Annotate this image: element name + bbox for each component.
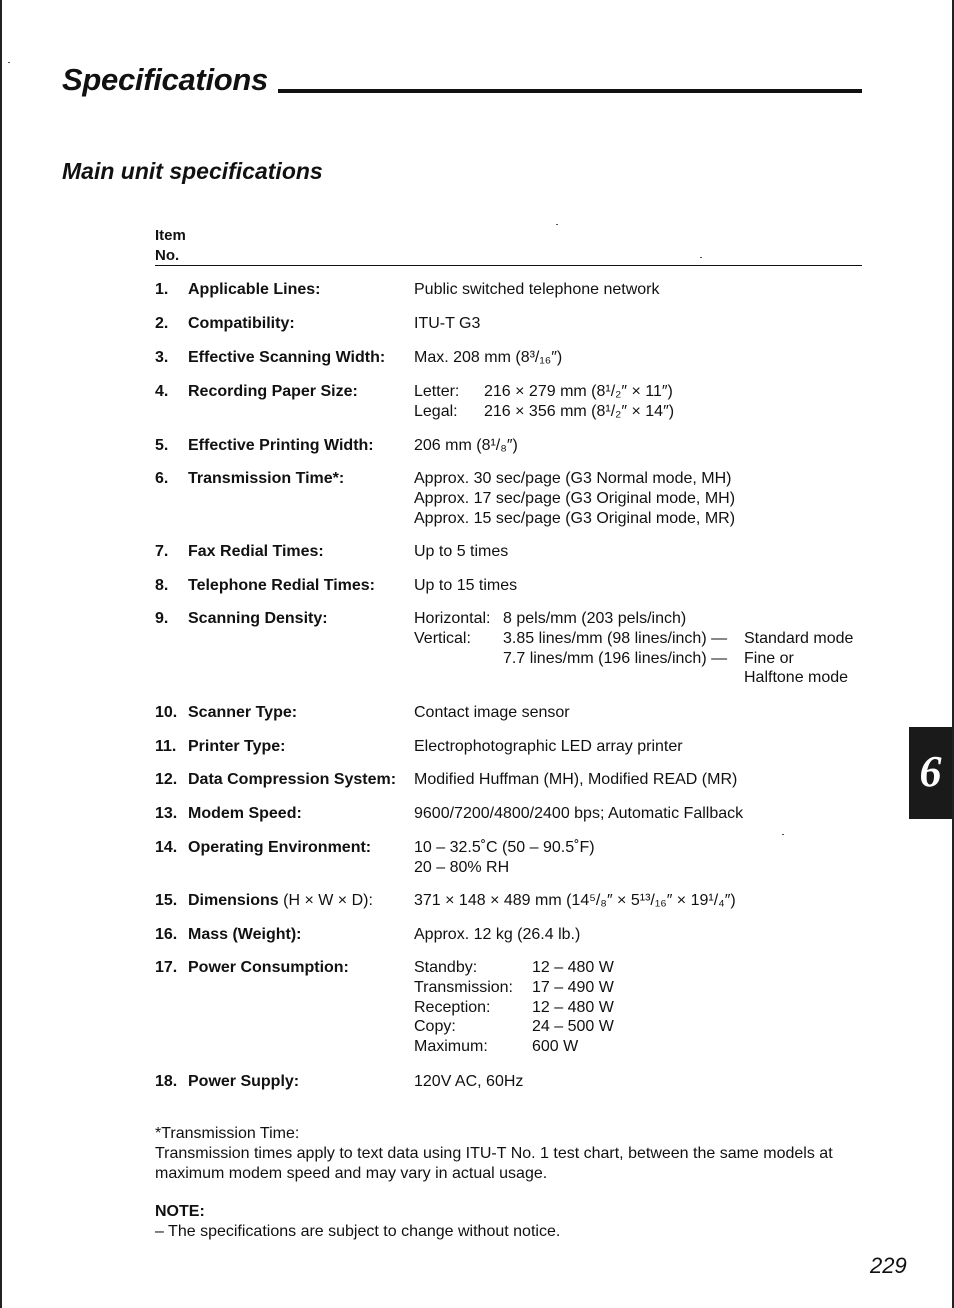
column-header-item: Item xyxy=(155,227,186,244)
section-title: Main unit specifications xyxy=(62,158,323,184)
spec-value: Max. 208 mm (8³/₁₆″) xyxy=(414,349,563,366)
density-cell xyxy=(414,649,503,669)
title-rule xyxy=(278,89,862,93)
spec-number: 13. xyxy=(155,805,178,822)
spec-value: 206 mm (8¹/₈″) xyxy=(414,437,518,454)
spec-label xyxy=(188,436,374,456)
spec-value: 120V AC, 60Hz xyxy=(414,1073,524,1090)
page-edge-left xyxy=(0,0,2,1308)
density-cell: 7.7 lines/mm (196 lines/inch) — xyxy=(503,649,728,667)
spec-label xyxy=(188,576,375,596)
spec-number: 11. xyxy=(155,738,177,755)
spec-value: Up to 15 times xyxy=(414,577,518,594)
density-cell: Horizontal: xyxy=(414,610,491,627)
density-cell: Fine or xyxy=(744,649,794,667)
spec-label-text: Scanner Type: xyxy=(188,704,298,721)
note xyxy=(155,1202,865,1242)
spec-label-text: Printer Type: xyxy=(188,738,286,755)
spec-number: 3. xyxy=(155,349,169,366)
spec-value-line: Approx. 17 sec/page (G3 Original mode, MH) xyxy=(414,489,736,507)
spec-label-text: Compatibility: xyxy=(188,315,295,332)
spec-value xyxy=(414,958,614,1057)
header-rule xyxy=(155,265,862,266)
spec-label xyxy=(188,314,295,334)
spec-number: 18. xyxy=(155,1073,178,1090)
spec-value: Public switched telephone network xyxy=(414,281,660,298)
spec-value-key: Maximum: xyxy=(414,1038,488,1056)
spec-value: Contact image sensor xyxy=(414,704,570,721)
spec-number: 10. xyxy=(155,704,178,721)
spec-value-val: 600 W xyxy=(532,1038,579,1056)
spec-label-text: Telephone Redial Times: xyxy=(188,577,376,594)
column-header-no: No. xyxy=(155,247,180,264)
density-cell xyxy=(414,668,503,688)
spec-label xyxy=(188,737,286,757)
spec-number: 6. xyxy=(155,470,169,487)
scan-speck xyxy=(8,62,10,63)
spec-value xyxy=(414,609,853,688)
spec-label xyxy=(188,469,344,489)
spec-value-line: Approx. 30 sec/page (G3 Normal mode, MH) xyxy=(414,470,732,487)
spec-value-pair xyxy=(414,998,614,1018)
chapter-tab-label: 6 xyxy=(919,747,942,796)
spec-value-line: Approx. 15 sec/page (G3 Original mode, MR) xyxy=(414,509,736,527)
spec-value-key: Copy: xyxy=(414,1018,456,1036)
spec-label xyxy=(188,770,396,790)
density-cell xyxy=(503,668,744,688)
spec-value xyxy=(414,469,735,528)
spec-label-text: Fax Redial Times: xyxy=(188,543,324,560)
spec-value: ITU-T G3 xyxy=(414,315,481,332)
scan-speck xyxy=(700,257,702,258)
spec-label-text: Recording Paper Size: xyxy=(188,383,358,400)
spec-value-key: Legal: xyxy=(414,402,458,420)
spec-label xyxy=(188,382,358,402)
spec-value: 9600/7200/4800/2400 bps; Automatic Fallback xyxy=(414,805,744,822)
spec-label xyxy=(188,804,302,824)
spec-value-pair xyxy=(414,1037,614,1057)
density-cell: 3.85 lines/mm (98 lines/inch) — xyxy=(503,629,728,647)
spec-number: 17. xyxy=(155,959,178,976)
spec-number: 14. xyxy=(155,839,178,856)
spec-number: 5. xyxy=(155,437,169,454)
spec-label xyxy=(188,838,371,858)
column-header xyxy=(155,226,186,266)
note-title: NOTE: xyxy=(155,1203,205,1220)
spec-value-val: 24 – 500 W xyxy=(532,1018,614,1036)
footnote-text: Transmission times apply to text data using ITU-T No. 1 test chart, between the same models at maximum modem speed and may vary in actual usage. xyxy=(155,1144,833,1182)
spec-value xyxy=(414,838,595,878)
spec-value-pair xyxy=(414,1017,614,1037)
spec-value-val: 216 × 279 mm (8¹/₂″ × 11″) xyxy=(484,383,673,400)
spec-number: 12. xyxy=(155,771,178,788)
spec-value-val: 17 – 490 W xyxy=(532,978,614,996)
spec-label-text: Operating Environment: xyxy=(188,839,372,856)
spec-label-extra: (H × W × D): xyxy=(278,892,373,909)
spec-label-text: Power Supply: xyxy=(188,1073,300,1090)
spec-label xyxy=(188,925,301,945)
spec-label-text: Transmission Time*: xyxy=(188,470,345,487)
density-cell: Halftone mode xyxy=(744,669,849,687)
spec-value xyxy=(414,382,674,422)
spec-label xyxy=(188,1072,299,1092)
scan-speck xyxy=(556,224,558,225)
spec-number: 7. xyxy=(155,543,169,560)
spec-number: 2. xyxy=(155,315,169,332)
spec-number: 16. xyxy=(155,926,178,943)
density-grid xyxy=(414,609,853,688)
spec-label xyxy=(188,542,324,562)
spec-label-text: Power Consumption: xyxy=(188,959,349,976)
spec-value: 371 × 148 × 489 mm (14⁵/₈″ × 5¹³/₁₆″ × 19¹/₄″) xyxy=(414,892,736,909)
spec-number: 4. xyxy=(155,383,169,400)
spec-label-text: Scanning Density: xyxy=(188,610,328,627)
spec-value-val: 216 × 356 mm (8¹/₂″ × 14″) xyxy=(484,402,675,420)
spec-label-text: Modem Speed: xyxy=(188,805,302,822)
footnote xyxy=(155,1124,865,1183)
spec-value: Approx. 12 kg (26.4 lb.) xyxy=(414,926,581,943)
spec-label xyxy=(188,958,349,978)
density-cell: 8 pels/mm (203 pels/inch) xyxy=(503,610,687,627)
spec-number: 15. xyxy=(155,892,178,909)
spec-label-text: Applicable Lines: xyxy=(188,281,321,298)
spec-value: Electrophotographic LED array printer xyxy=(414,738,683,755)
spec-number: 8. xyxy=(155,577,169,594)
spec-value-line: 10 – 32.5˚C (50 – 90.5˚F) xyxy=(414,839,595,856)
spec-label-text: Dimensions xyxy=(188,892,279,909)
spec-label-text: Effective Printing Width: xyxy=(188,437,374,454)
page-title: Specifications xyxy=(62,62,268,97)
spec-value-key: Standby: xyxy=(414,959,478,976)
spec-number: 9. xyxy=(155,610,169,627)
spec-value-key: Letter: xyxy=(414,383,460,400)
spec-label-text: Effective Scanning Width: xyxy=(188,349,386,366)
spec-label-text: Mass (Weight): xyxy=(188,926,302,943)
spec-value-key: Transmission: xyxy=(414,978,513,996)
spec-value-pair xyxy=(414,402,674,422)
spec-value-key: Reception: xyxy=(414,998,491,1016)
scan-speck xyxy=(782,834,784,835)
spec-value: Modified Huffman (MH), Modified READ (MR) xyxy=(414,771,738,788)
chapter-tab xyxy=(909,727,952,819)
spec-value-pair xyxy=(414,978,614,998)
note-text: – The specifications are subject to change without notice. xyxy=(155,1222,561,1240)
density-cell xyxy=(744,609,853,629)
spec-value-pair xyxy=(414,958,614,978)
page-number: 229 xyxy=(870,1253,907,1278)
spec-value-val: 12 – 480 W xyxy=(532,959,614,976)
footnote-title: *Transmission Time: xyxy=(155,1125,300,1142)
spec-value: Up to 5 times xyxy=(414,543,509,560)
spec-value-pair xyxy=(414,382,674,402)
spec-label xyxy=(188,348,385,368)
density-cell: Standard mode xyxy=(744,629,854,647)
spec-value-val: 12 – 480 W xyxy=(532,998,614,1016)
spec-label-text: Data Compression System: xyxy=(188,771,397,788)
density-cell: Vertical: xyxy=(414,629,471,647)
spec-value-line: 20 – 80% RH xyxy=(414,858,510,876)
spec-label xyxy=(188,609,328,629)
spec-label xyxy=(188,703,297,723)
spec-label xyxy=(188,280,320,300)
spec-number: 1. xyxy=(155,281,169,298)
spec-label xyxy=(188,891,373,911)
